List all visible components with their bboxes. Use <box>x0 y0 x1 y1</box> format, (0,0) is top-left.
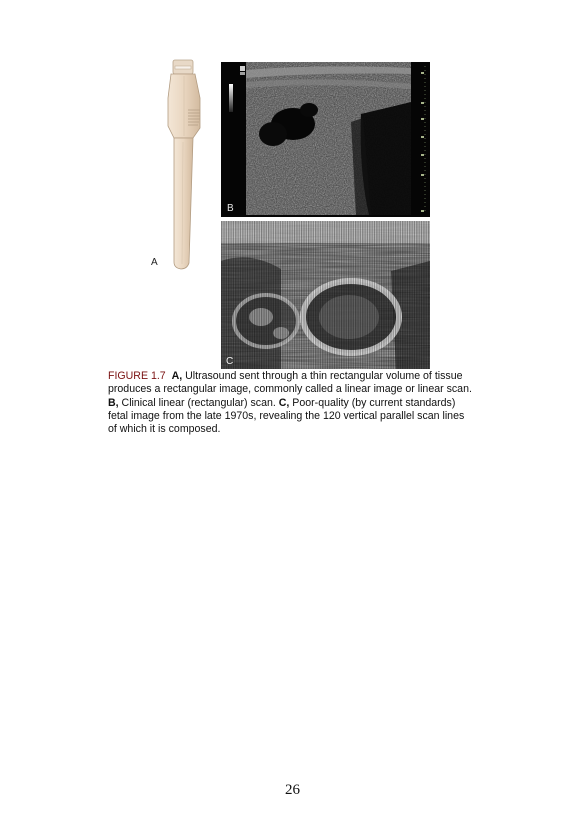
caption-a-marker: A, <box>171 370 183 382</box>
page-number: 26 <box>285 782 300 798</box>
panel-c-label: C <box>226 356 234 367</box>
caption-b-marker: B, <box>108 396 119 409</box>
figure-caption <box>108 370 473 436</box>
fetal-ultrasound-scan <box>221 221 430 369</box>
figure-number: FIGURE 1.7 <box>108 370 166 382</box>
caption-c-marker: C, <box>278 396 290 409</box>
linear-probe-illustration <box>160 58 210 273</box>
panel-b-linear-scan-image <box>221 62 430 217</box>
panel-b-label: B <box>227 203 234 214</box>
panel-c-fetal-scan-image <box>221 221 430 369</box>
caption-b-text: Clinical linear (rectangular) scan. <box>118 396 279 409</box>
linear-scan-ultrasound <box>221 62 430 217</box>
caption-a-text: Ultrasound sent through a thin rectangular volume of tissue produces a rectangular image, commonly called a linear image or linear scan. <box>108 370 472 396</box>
panel-a-label: A <box>151 257 158 268</box>
caption-c-text: Poor-quality (by current standards) fetal image from the late 1970s, revealing the 120 vertical parallel scan lines of which it is composed. <box>108 396 465 436</box>
